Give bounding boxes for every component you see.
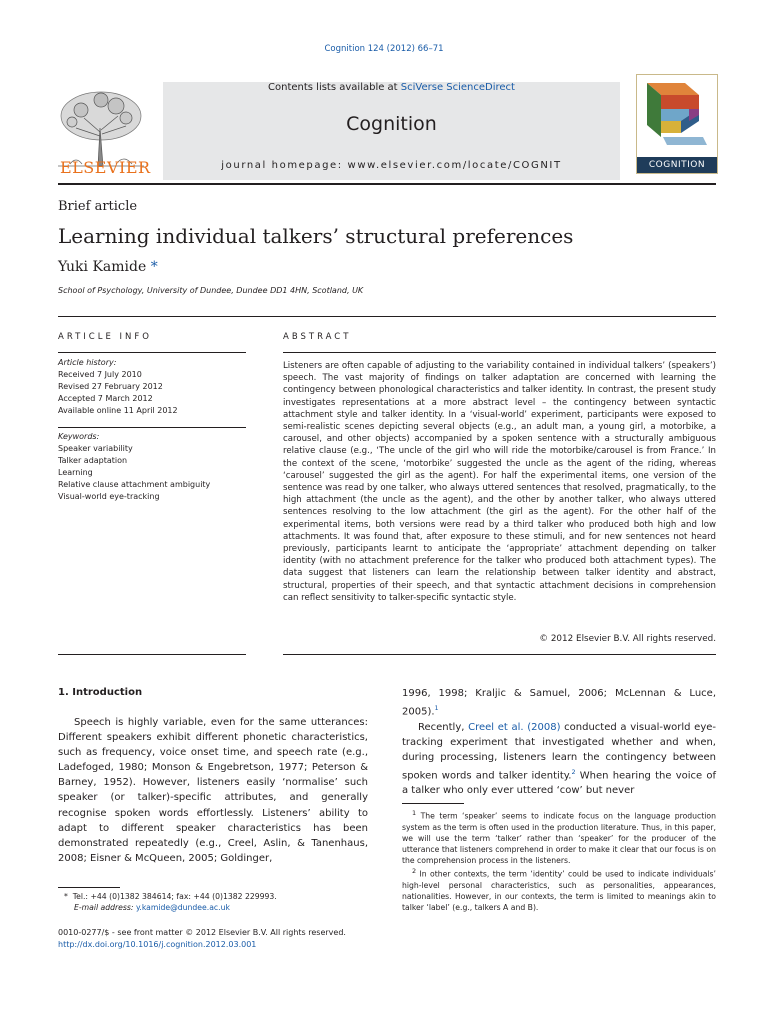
sciencedirect-link[interactable]: SciVerse ScienceDirect bbox=[400, 82, 515, 93]
front-matter-block bbox=[58, 927, 346, 950]
citation-link-creel-2008[interactable]: Creel et al. (2008) bbox=[468, 721, 561, 733]
history-item: Accepted 7 March 2012 bbox=[58, 394, 153, 403]
journal-title: Cognition bbox=[346, 113, 437, 135]
paragraph-text: When hearing the voice of a talker who only ever uttered ‘cow’ but never bbox=[402, 770, 716, 797]
issn-line: 0010-0277/$ - see front matter © 2012 Elsevier B.V. All rights reserved. bbox=[58, 928, 346, 937]
section-heading-introduction: 1. Introduction bbox=[58, 687, 143, 698]
intro-right-column bbox=[402, 686, 716, 798]
header-rule bbox=[58, 183, 716, 185]
contact-footnote-rule bbox=[58, 887, 120, 888]
contents-prefix: Contents lists available at bbox=[268, 82, 401, 93]
footnote-2 bbox=[402, 866, 716, 913]
keywords-label: Keywords: bbox=[58, 432, 100, 441]
footnote-2-mark: 2 bbox=[412, 867, 417, 875]
cover-cube-graphic bbox=[637, 75, 717, 157]
article-history bbox=[58, 357, 248, 417]
keyword: Relative clause attachment ambiguity bbox=[58, 480, 211, 489]
footnote-ref-2[interactable]: 2 bbox=[571, 767, 576, 776]
keyword: Talker adaptation bbox=[58, 456, 128, 465]
paragraph-text: Recently, bbox=[418, 721, 469, 733]
article-info-rule bbox=[58, 352, 246, 353]
abstract-bottom-rule bbox=[283, 654, 716, 655]
footnote-1-text: The term ‘speaker’ seems to indicate focus on the language production system as the term is often used in the production literature. Thus, in this paper, we will use the term ‘talker’ rather than ‘speaker’ for the producer of the utterance that listeners comprehend in order to make it clear that our focus is on the comprehension process in the listeners. bbox=[402, 811, 716, 865]
history-label: Article history: bbox=[58, 358, 117, 367]
article-info-heading: ARTICLE INFO bbox=[58, 332, 152, 342]
keyword: Speaker variability bbox=[58, 444, 133, 453]
author-contact-footnote bbox=[58, 891, 368, 913]
keywords-rule bbox=[58, 427, 246, 428]
keyword: Visual-world eye-tracking bbox=[58, 492, 160, 501]
title-rule bbox=[58, 316, 716, 317]
footnote-rule bbox=[402, 803, 464, 804]
article-info-bottom-rule bbox=[58, 654, 246, 655]
keyword: Learning bbox=[58, 468, 93, 477]
contact-line bbox=[58, 891, 368, 902]
abstract-heading: ABSTRACT bbox=[283, 332, 352, 342]
paragraph-text: conducted a visual-world eye-tracking experiment that investigated whether and when, during processing, listeners learn the contingency between spoken words and talker identity. bbox=[402, 721, 716, 782]
footnote-ref-1[interactable]: 1 bbox=[434, 704, 439, 713]
abstract-rule bbox=[283, 352, 716, 353]
abstract-copyright: © 2012 Elsevier B.V. All rights reserved. bbox=[539, 634, 716, 644]
author-footnote-mark[interactable]: * bbox=[150, 259, 158, 275]
intro-paragraph: Speech is highly variable, even for the same utterances: Different speakers exhibit different phonetic characteristics, such as frequency, voice onset time, and speech rate (e.g., Ladefoged, 1980; Monson & Engebretson, 1977; Peterson & Barney, 1952). However, listeners easily ‘normalise’ such speaker (or talker)-specific attributes, and generally recognise spoken words effortlessly. Listeners’ ability to adapt to different speaker characteristics has been demonstrated repeatedly (e.g., Creel, Aslin, & Tanenhaus, 2008; Eisner & McQueen, 2005; Goldinger, bbox=[58, 717, 368, 864]
intro-left-column bbox=[58, 715, 368, 866]
journal-homepage[interactable]: journal homepage: www.elsevier.com/locate/COGNIT bbox=[221, 160, 562, 171]
author-name: Yuki Kamide bbox=[58, 259, 147, 275]
email-label: E-mail address: bbox=[74, 903, 136, 912]
keywords-list bbox=[58, 431, 248, 503]
citation-list: 1996, 1998; Kraljic & Samuel, 2006; McLennan & Luce, 2005). bbox=[402, 688, 716, 718]
email-line bbox=[58, 902, 368, 913]
contact-star: * bbox=[64, 892, 68, 901]
history-item: Received 7 July 2010 bbox=[58, 370, 142, 379]
footnote-1-mark: 1 bbox=[412, 809, 417, 817]
history-item: Revised 27 February 2012 bbox=[58, 382, 163, 391]
contents-available-line bbox=[163, 82, 620, 93]
contact-phone-fax: Tel.: +44 (0)1382 384614; fax: +44 (0)1382 229993. bbox=[72, 892, 277, 901]
cover-title: COGNITION bbox=[637, 157, 717, 173]
intro-paragraph bbox=[402, 720, 716, 799]
article-type: Brief article bbox=[58, 199, 138, 214]
doi-link[interactable]: http://dx.doi.org/10.1016/j.cognition.2012.03.001 bbox=[58, 939, 257, 949]
journal-cover-image bbox=[636, 74, 718, 174]
journal-citation[interactable]: Cognition 124 (2012) 66–71 bbox=[324, 44, 444, 54]
history-item: Available online 11 April 2012 bbox=[58, 406, 178, 415]
publisher-wordmark: ELSEVIER bbox=[60, 158, 151, 177]
footnote-1 bbox=[402, 808, 716, 866]
affiliation: School of Psychology, University of Dundee, Dundee DD1 4HN, Scotland, UK bbox=[58, 286, 364, 295]
author-line bbox=[58, 259, 158, 275]
author-email-link[interactable]: y.kamide@dundee.ac.uk bbox=[135, 903, 230, 912]
footnote-2-text: In other contexts, the term ‘identity’ could be used to indicate individuals’ high-level personal characteristics, such as personalities, appearances, nationalities. However, in our contexts, the term is limited to meanings akin to talker ‘label’ (e.g., talkers A and B). bbox=[402, 869, 716, 912]
intro-paragraph-continued bbox=[402, 686, 716, 720]
abstract-text: Listeners are often capable of adjusting to the variability contained in individual talkers’ (speakers’) speech. The vast majority of findings on talker adaptation are concerned with learning the contingency between phonological characteristics and talker identity. In contrast, the present study investigates representations at a more abstract level – the contingency between syntactic attachment style and talker identity. In a ‘visual-world’ experiment, participants were exposed to semi-realistic scenes depicting several objects (e.g., an adult man, a young girl, a motorbike, a carousel, and other objects) accompanied by a spoken sentence with a structurally ambiguous relative clause (e.g., ‘The uncle of the girl who will ride the motorbike/carousel is from France.’ In the context of the scene, ‘motorbike’ suggested the uncle as the agent of the riding, whereas ‘carousel’ suggested the girl as the agent). For half the experimental items, one version of the sentence was read by one talker, who always uttered sentences that resolved, pragmatically, to the high attachment (the uncle as the agent), and the other by another talker, who always uttered sentences resolving to the low attachment (the girl as the agent). For the other half of the experimental items, both versions were read by a third talker who produced both high and low attachments. It was found that, after exposure to these stimuli, and for new sentences not heard previously, participants learnt to anticipate the ‘appropriate’ attachment depending on talker identity (with no attachment preference for the talker who produced both attachment types). The data suggest that listeners can learn the relationship between talker identity and abstract, structural, properties of their speech, and that syntactic attachment decisions in comprehension can reflect sensitivity to talker-specific syntactic style. bbox=[283, 361, 716, 603]
article-title: Learning individual talkers’ structural preferences bbox=[58, 224, 574, 248]
